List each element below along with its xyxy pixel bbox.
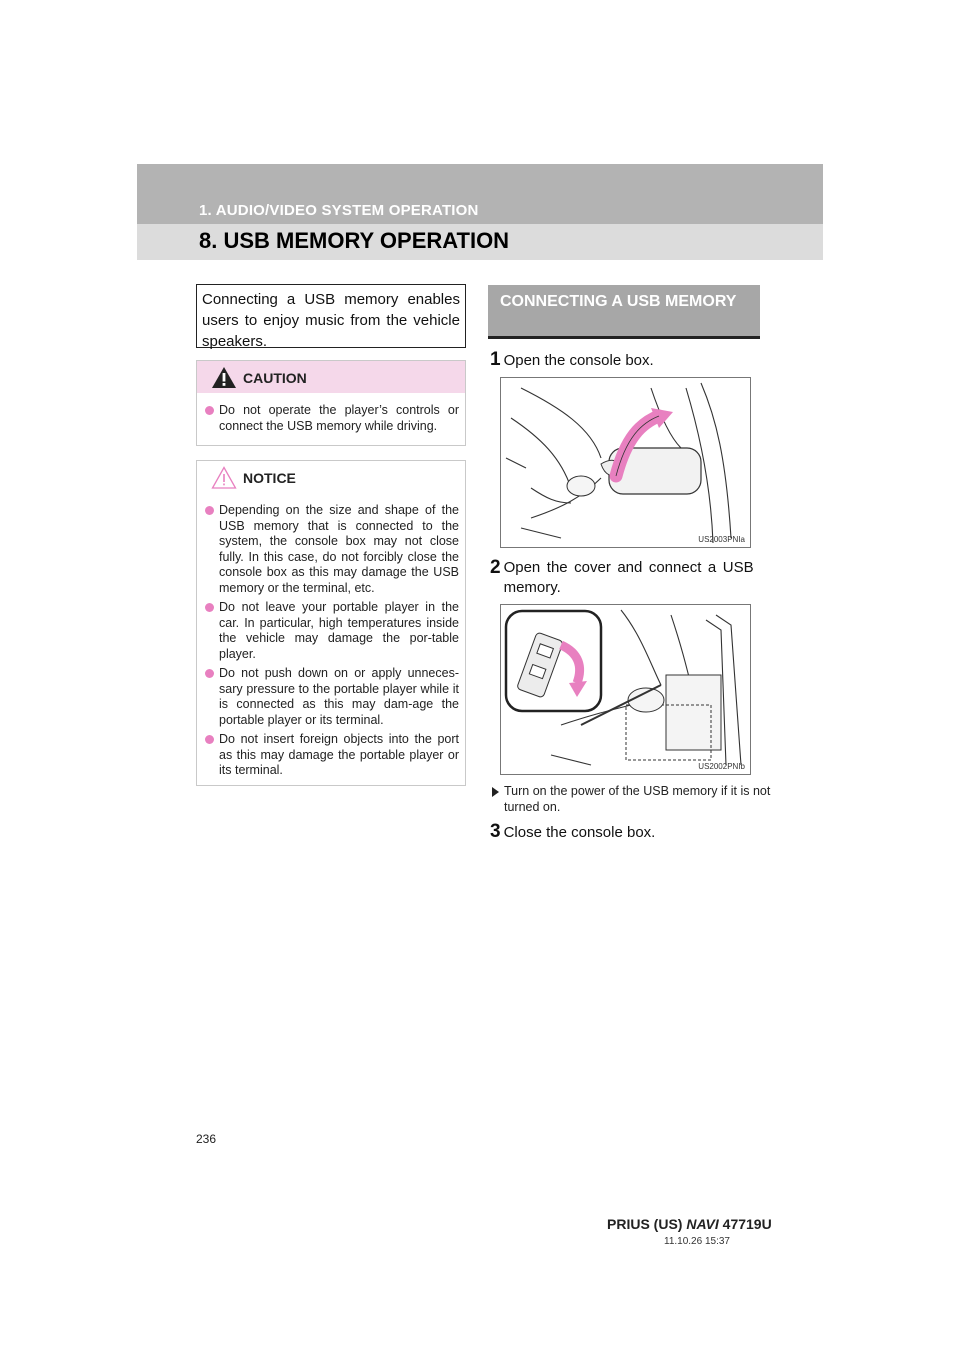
step-3 (490, 822, 655, 843)
warning-outline-icon (211, 466, 237, 489)
section-label: 1. AUDIO/VIDEO SYSTEM OPERATION (199, 202, 479, 219)
notice-title: NOTICE (243, 470, 296, 486)
notice-header (197, 461, 465, 493)
usb-port-illustration (501, 605, 750, 775)
bullet-dot-icon (205, 735, 214, 744)
triangle-bullet-icon (492, 787, 499, 797)
step-text: Open the console box. (503, 352, 654, 369)
bullet-dot-icon (205, 603, 214, 612)
footer-stamp: 11.10.26 15:37 (664, 1236, 730, 1247)
power-note-text: Turn on the power of the USB memory if it is not turned on. (504, 784, 771, 814)
notice-item-text: Do not leave your portable player in the car. In particular, high temperatures inside the vehicle may damage the por-table player. (219, 600, 459, 661)
intro-box (196, 284, 466, 348)
notice-item (205, 600, 459, 662)
step-1 (490, 350, 654, 371)
page-number: 236 (196, 1132, 217, 1146)
caution-title: CAUTION (243, 370, 307, 386)
notice-item-text: Do not push down on or apply unneces-sary pressure to the portable player while it is connected as this may dam-age the portable player or its terminal. (219, 666, 459, 727)
figure-code: US2003PNIa (698, 535, 745, 544)
model-name: PRIUS (US) (607, 1216, 683, 1232)
notice-item-text: Depending on the size and shape of the USB memory that is connected to the system, the console box may not close fully. In this case, do not forcibly close the console box as this may damage the USB memory or the terminal, etc. (219, 503, 459, 595)
step-2 (490, 558, 754, 598)
notice-item (205, 666, 459, 728)
notice-item (205, 732, 459, 779)
model-code: 47719U (722, 1216, 772, 1232)
intro-text: Connecting a USB memory enables users to enjoy music from the vehicle speakers. (202, 291, 460, 350)
step-text: Open the cover and connect a USB memory. (503, 559, 754, 596)
caution-item-text: Do not operate the player’s controls or connect the USB memory while driving. (219, 403, 459, 433)
bullet-dot-icon (205, 406, 214, 415)
figure-console-open (500, 377, 751, 548)
step-number: 1 (490, 349, 501, 370)
bullet-dot-icon (205, 506, 214, 515)
console-box-illustration (501, 378, 750, 547)
step-number: 2 (490, 557, 501, 578)
figure-usb-connect (500, 604, 751, 775)
footer-model (607, 1216, 772, 1232)
notice-item (205, 503, 459, 596)
bullet-dot-icon (205, 669, 214, 678)
notice-item-text: Do not insert foreign objects into the port as this may damage the portable player or its terminal. (219, 732, 459, 777)
notice-box (196, 460, 466, 786)
step-text: Close the console box. (503, 824, 656, 841)
page-title: 8. USB MEMORY OPERATION (199, 228, 510, 253)
caution-header (197, 361, 465, 393)
connecting-subheader: CONNECTING A USB MEMORY (488, 285, 760, 339)
warning-icon (211, 366, 237, 389)
caution-box (196, 360, 466, 446)
figure-code: US2002PNIb (698, 762, 745, 771)
navi-label: NAVI (686, 1216, 719, 1232)
step-number: 3 (490, 821, 501, 842)
power-note (492, 784, 772, 815)
caution-item (205, 403, 459, 434)
